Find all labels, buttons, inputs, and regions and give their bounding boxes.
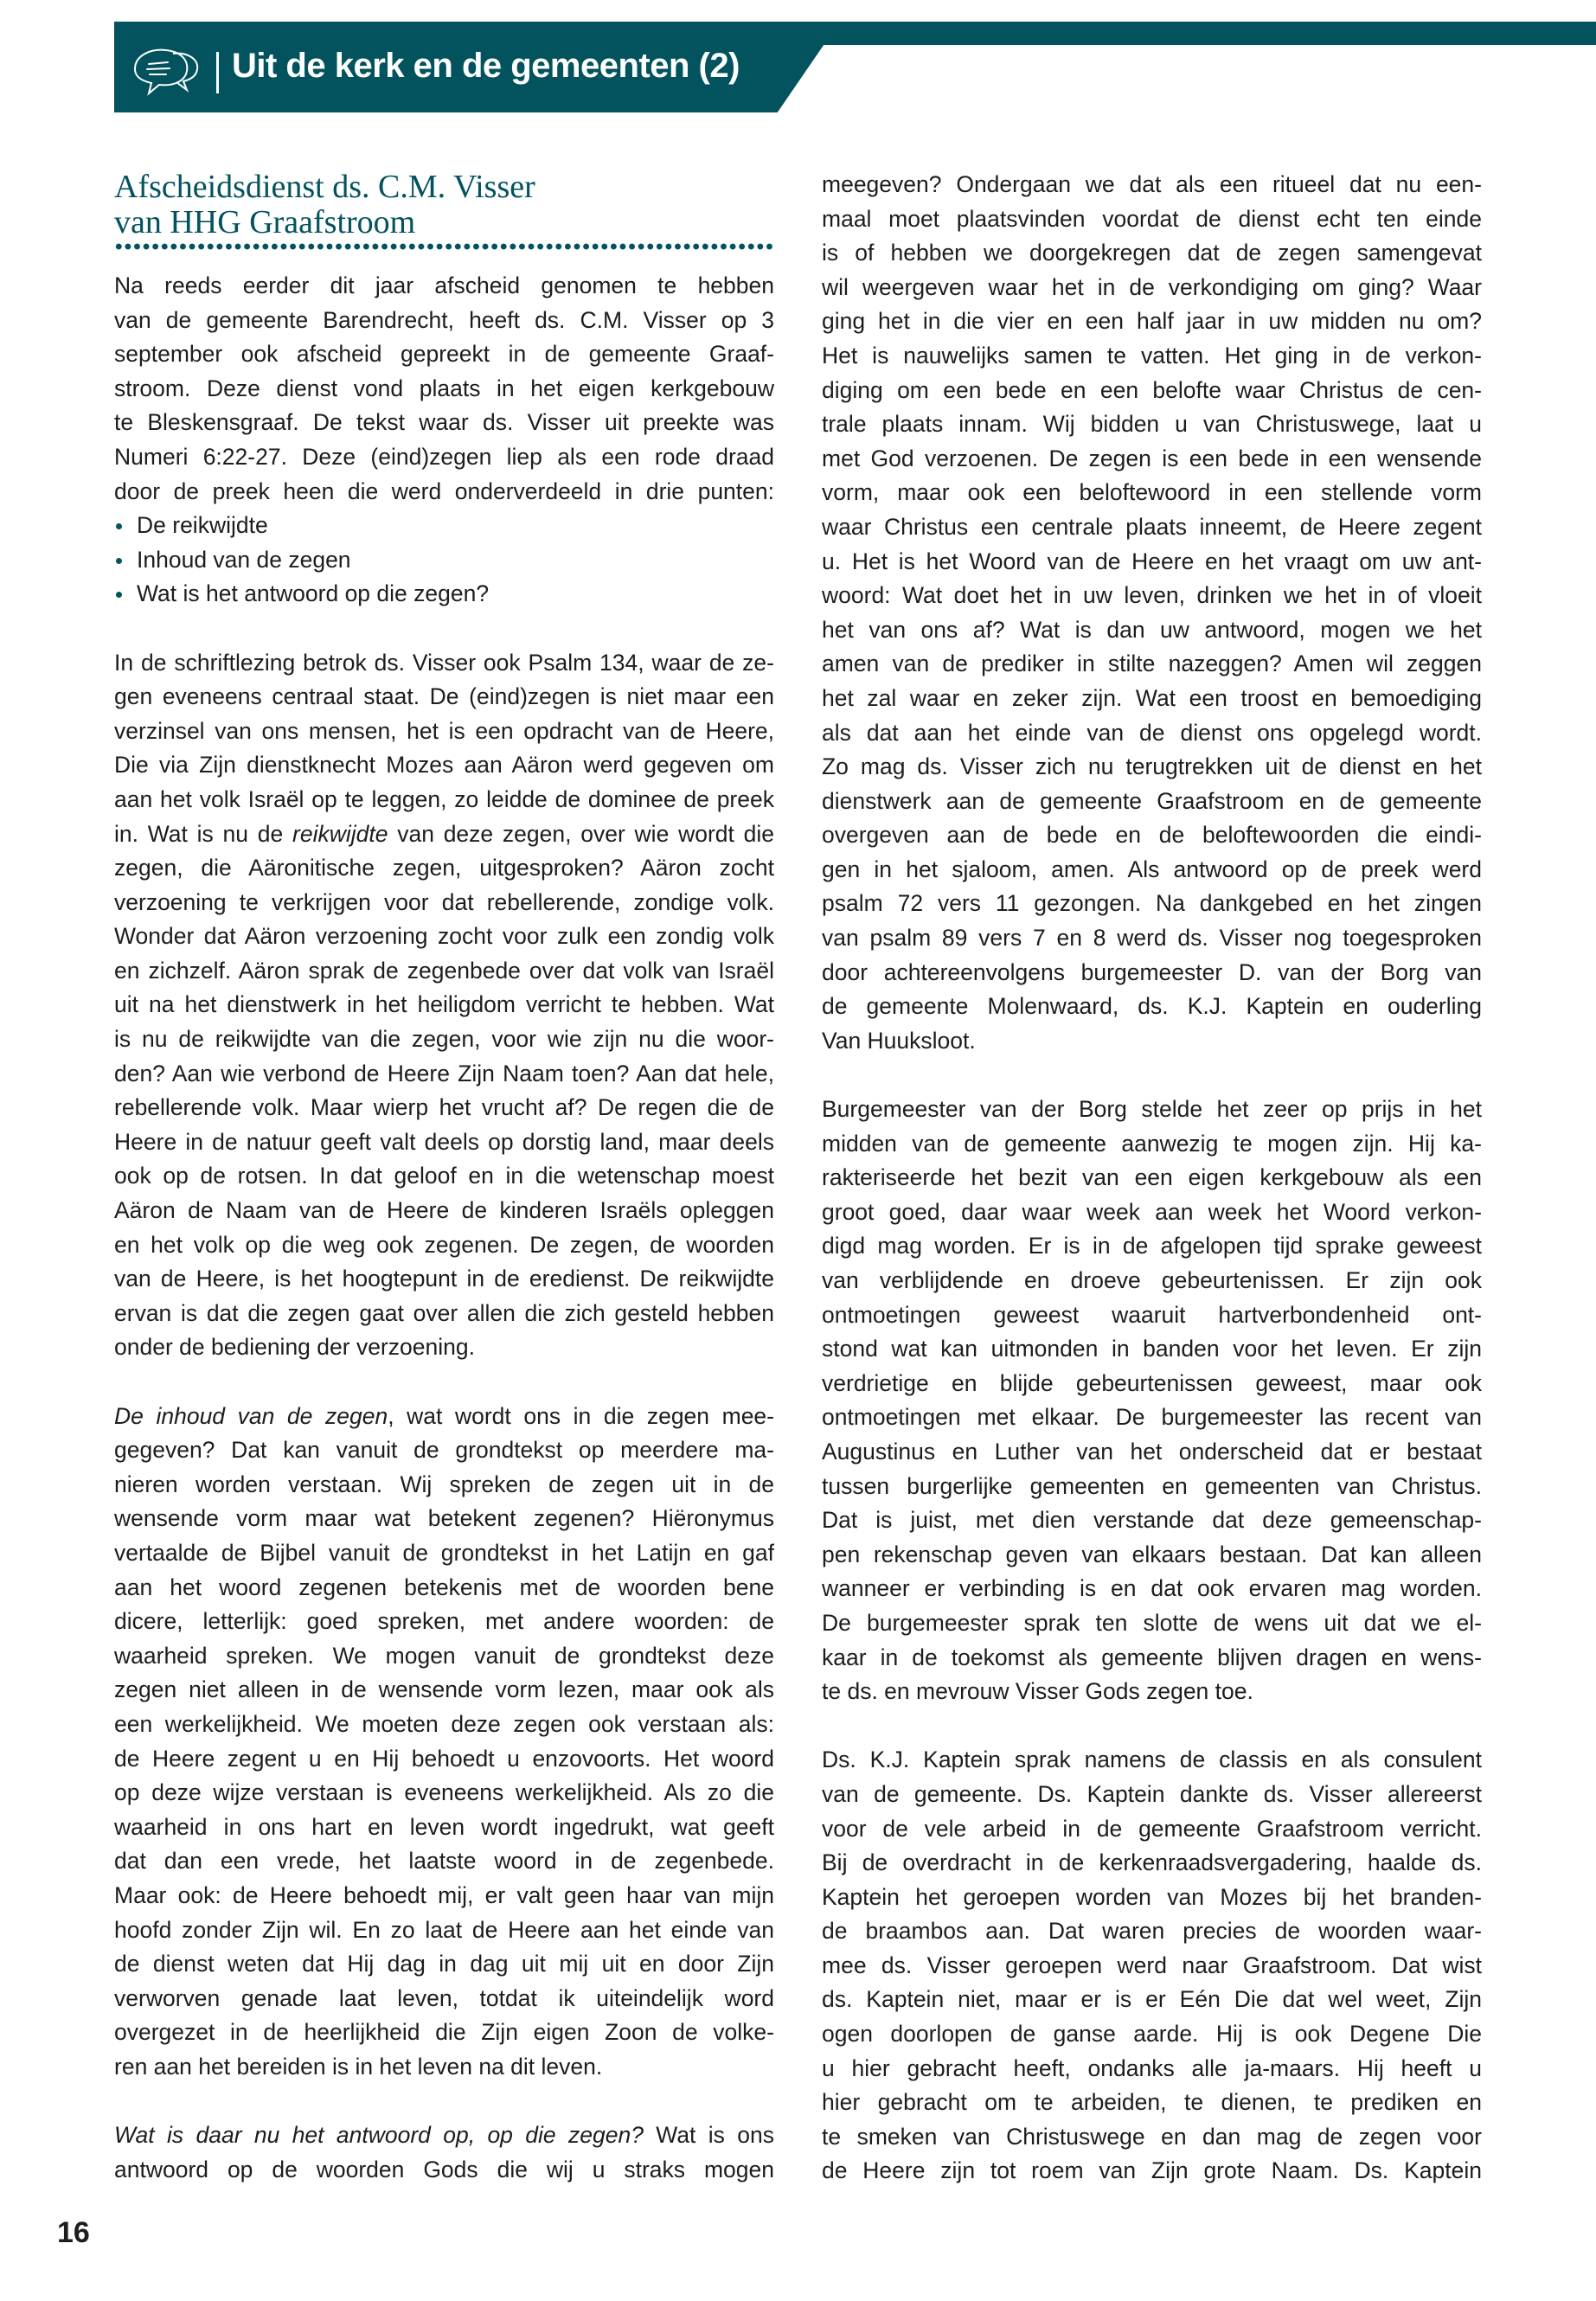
text-line: u hier gebracht heeft, ondanks alle ja-maars. Hij heeft u [822,2054,1482,2081]
text-line: hier gebracht om te arbeiden, te dienen, te prediken en [822,2089,1482,2116]
text-line: pen rekenschap geven van elkaars bestaan. Dat kan alleen [822,1541,1482,1567]
article-title [114,170,774,240]
text-line: vorm, maar ook een beloftewoord in een stellende vorm [822,479,1482,506]
text-line: Bij de overdracht in de kerkenraadsvergadering, haalde ds. [822,1849,1482,1876]
paragraph [114,2118,774,2187]
text-line: ren aan het bereiden is in het leven na dit leven. [114,2053,603,2080]
text-line [114,2118,774,2153]
text-line: digd mag worden. Er is in de afgelopen tijd sprake geweest [822,1233,1482,1259]
text-line: Kaptein het geroepen worden van Mozes bij het branden- [822,1883,1482,1910]
text-line: Dat is juist, met dien verstande dat deze gemeenschap- [822,1507,1482,1534]
text-segment: in. Wat is nu de [114,820,292,847]
section-title: Uit de kerk en de gemeenten (2) [232,47,740,85]
text-line: Burgemeester van der Borg stelde het zeer op prijs in het [822,1096,1482,1123]
text-line: is nu de reikwijdte van die zegen, voor wie zijn nu die woor- [114,1026,774,1053]
text-line: waarheid in ons hart en leven wordt ingedrukt, wat geeft [114,1813,774,1840]
text-line: psalm 72 vers 11 gezongen. Na dankgebed en het zingen [822,890,1482,917]
text-line: gen eveneens centraal staat. De (eind)zegen is niet maar een [114,683,774,710]
text-line: verzinsel van ons mensen, het is een opdracht van de Heere, [114,717,774,744]
text-line: zegen niet alleen in de wensende vorm lezen, maar ook als [114,1676,774,1703]
text-line: het zal waar en zeker zijn. Wat een troost en bemoediging [822,684,1482,711]
text-line: Van Huuksloot. [822,1027,976,1054]
text-line: ogen doorlopen de ganse aarde. Hij is ook Degene Die [822,2021,1482,2048]
text-line: door de preek heen die werd onderverdeeld in drie punten: [114,478,774,504]
bullet-item: De reikwijdte [114,509,774,543]
speech-bubbles-icon [128,43,202,99]
text-line: gen in het sjaloom, amen. Als antwoord op de preek werd [822,856,1482,882]
text-line: trale plaats innam. Wij bidden u van Christuswege, laat u [822,411,1482,438]
text-line: door achtereenvolgens burgemeester D. van der Borg van [822,958,1482,985]
paragraph [822,1743,1482,2189]
text-line: waarheid spreken. We mogen vanuit de grondtekst deze [114,1642,774,1669]
text-line: te Bleskensgraaf. De tekst waar ds. Visser uit preekte was [114,409,774,436]
text-line: wensende vorm maar wat betekent zegenen? Hiëronymus [114,1505,774,1532]
text-line: stroom. Deze dienst vond plaats in het eigen kerkgebouw [114,375,774,401]
header-divider [216,52,219,93]
text-line: mee ds. Visser geroepen werd naar Graafstroom. Dat wist [822,1952,1482,1978]
paragraph [822,168,1482,1058]
text-line: rebellerende volk. Maar wierp het vrucht af? De regen die de [114,1094,774,1121]
text-segment: , wat wordt ons in die zegen mee- [388,1402,774,1429]
paragraph [114,646,774,1365]
bullet-item: Wat is het antwoord op die zegen? [114,577,774,612]
text-line: met God verzoenen. De zegen is een bede in een wensende [822,445,1482,471]
text-line: op deze wijze verstaan is eveneens werkelijkheid. Als zo die [114,1779,774,1806]
italic-text: De inhoud van de zegen [114,1402,388,1429]
text-line: het van ons af? Wat is dan uw antwoord, mogen we het [822,616,1482,643]
text-line: van de Heere, is het hoogtepunt in de eredienst. De reikwijdte [114,1266,774,1292]
right-column [822,168,1482,2189]
text-line: ging het in die vier en een half jaar in uw midden nu om? [822,308,1482,335]
paragraph [114,269,774,509]
text-line: tussen burgerlijke gemeenten en gemeenten van Christus. [822,1472,1482,1499]
paragraph [114,1400,774,2085]
text-line: Het is nauwelijks samen te vatten. Het ging in de verkon- [822,342,1482,369]
text-line: woord: Wat doet het in uw leven, drinken we het in of vloeit [822,582,1482,609]
text-line: hoofd zonder Zijn wil. En zo laat de Heere aan het einde van [114,1916,774,1943]
text-line: dienstwerk aan de gemeente Graafstroom en de gemeente [822,787,1482,814]
text-line: een werkelijkheid. We moeten deze zegen ook verstaan als: [114,1710,774,1737]
text-line [114,817,774,852]
left-column [114,269,774,2187]
text-line: Augustinus en Luther van het onderscheid dat er bestaat [822,1438,1482,1465]
text-line: rakteriseerde het bezit van een eigen kerkgebouw als een [822,1164,1482,1191]
text-line: Na reeds eerder dit jaar afscheid genomen te hebben [114,272,774,298]
text-line: overgezet in de heerlijkheid die Zijn eigen Zoon de volke- [114,2019,774,2046]
text-line: ds. Kaptein niet, maar er is er Eén Die dat wel weet, Zijn [822,1986,1482,2013]
text-line: de braambos aan. Dat waren precies de woorden waar- [822,1918,1482,1945]
text-line: aan het volk Israël op te leggen, zo leidde de dominee de preek [114,785,774,812]
text-line: vertaalde de Bijbel vanuit de grondtekst in het Latijn en gaf [114,1539,774,1566]
text-line: u. Het is het Woord van de Heere en het vraagt om uw ant- [822,548,1482,574]
text-line: verdrietige en blijde gebeurtenissen geweest, maar ook [822,1369,1482,1396]
text-line: en zichzelf. Aäron sprak de zegenbede over dat volk van Israël [114,957,774,984]
text-line: uit na het dienstwerk in het heiligdom verricht te hebben. Wat [114,991,774,1018]
text-line: groot goed, daar waar week aan week het Woord verkon- [822,1198,1482,1225]
text-line: voor de vele arbeid in de gemeente Graafstroom verricht. [822,1815,1482,1842]
text-line: nieren worden verstaan. Wij spreken de zegen uit in de [114,1471,774,1497]
text-line: De burgemeester sprak ten slotte de wens uit dat we el- [822,1609,1482,1636]
article-title-line: van HHG Graafstroom [114,204,416,240]
text-line: Numeri 6:22-27. Deze (eind)zegen liep als een rode draad [114,443,774,470]
paragraph [822,1093,1482,1709]
text-line: wanneer er verbinding is en dat ook ervaren mag worden. [822,1575,1482,1602]
text-line: aan het woord zegenen betekenis met de woorden bene [114,1574,774,1600]
text-line: september ook afscheid gepreekt in de gemeente Graaf- [114,341,774,368]
text-line: en het volk op die weg ook zegenen. De zegen, de woorden [114,1231,774,1258]
text-line: de Heere zegent u en Hij behoedt u enzovoorts. Het woord [114,1745,774,1772]
page-number: 16 [57,2216,90,2249]
text-line: te ds. en mevrouw Visser Gods zegen toe. [822,1678,1253,1705]
text-line: van de gemeente Barendrecht, heeft ds. C.M. Visser op 3 [114,306,774,333]
text-line: zegen, die Aäronitische zegen, uitgesproken? Aäron zocht [114,855,774,881]
bullet-list [114,509,774,612]
text-line: van de gemeente. Ds. Kaptein dankte ds. Visser allereerst [822,1780,1482,1807]
text-line: ontmoetingen geweest waaruit hartverbondenheid ont- [822,1301,1482,1328]
text-line: waar Christus een centrale plaats inneemt, de Heere zegent [822,513,1482,540]
article-title-line: Afscheidsdienst ds. C.M. Visser [114,169,535,205]
text-line: Maar ook: de Heere behoedt mij, er valt geen haar van mijn [114,1881,774,1908]
text-line: Ds. K.J. Kaptein sprak namens de classis en als consulent [822,1747,1482,1773]
text-line: In de schriftlezing betrok ds. Visser ook Psalm 134, waar de ze- [114,649,774,676]
text-line: wil weergeven waar het in de verkondiging om ging? Waar [822,273,1482,300]
text-segment: Wat is ons [643,2122,774,2149]
text-line: ook op de rotsen. In dat geloof en in die wetenschap moest [114,1163,774,1189]
paragraph-gap [114,1365,774,1400]
text-line: van psalm 89 vers 7 en 8 werd ds. Visser nog toegesproken [822,925,1482,952]
text-line: te smeken van Christuswege en dan mag de zegen voor [822,2123,1482,2150]
text-line: midden van de gemeente aanwezig te mogen zijn. Hij ka- [822,1130,1482,1157]
text-line [114,1400,774,1434]
text-line: antwoord op de woorden Gods die wij u straks mogen [114,2156,774,2182]
paragraph-gap [114,612,774,646]
text-line: verworven genade laat leven, totdat ik uiteindelijk word [114,1984,774,2011]
text-line: Zo mag ds. Visser zich nu terugtrekken uit de dienst en het [822,753,1482,780]
text-line: den? Aan wie verbond de Heere Zijn Naam toen? Aan dat hele, [114,1060,774,1086]
text-line: Wonder dat Aäron verzoening zocht voor zulk een zondig volk [114,923,774,950]
text-line: de dienst weten dat Hij dag in dag uit mij uit en door Zijn [114,1951,774,1977]
text-line: overgeven aan de bede en de beloftewoorden die eindi- [822,822,1482,849]
text-line: van verblijdende en droeve gebeurtenissen. Er zijn ook [822,1267,1482,1293]
text-line: dicere, letterlijk: goed spreken, met andere woorden: de [114,1608,774,1635]
text-line: Die via Zijn dienstknecht Mozes aan Aäron werd gegeven om [114,752,774,779]
text-line: gegeven? Dat kan vanuit de grondtekst op meerdere ma- [114,1437,774,1464]
text-line: onder de bediening der verzoening. [114,1334,475,1361]
dotted-divider [114,242,774,251]
text-line: amen van de prediker in stilte nazeggen? Amen wil zeggen [822,651,1482,677]
paragraph-gap [822,1058,1482,1093]
text-segment: van deze zegen, over wie wordt die [388,820,774,847]
text-line: de gemeente Molenwaard, ds. K.J. Kaptein en ouderling [822,993,1482,1020]
text-line: kaar in de toekomst als gemeente blijven dragen en wens- [822,1644,1482,1670]
text-line: Aäron de Naam van de Heere de kinderen Israëls opleggen [114,1197,774,1224]
italic-text: Wat is daar nu het antwoord op, op die zegen? [114,2122,644,2149]
text-line: diging om een bede en een belofte waar Christus de cen- [822,376,1482,403]
bullet-item: Inhoud van de zegen [114,543,774,578]
text-line: dat dan een vrede, het laatste woord in de zegenbede. [114,1848,774,1875]
text-line: maal moet plaatsvinden voordat de dienst echt ten einde [822,205,1482,232]
paragraph-gap [822,1709,1482,1744]
italic-text: reikwijdte [292,820,388,847]
paragraph-gap [114,2084,774,2118]
text-line: verzoening te verkrijgen voor dat rebellerende, zondige volk. [114,888,774,915]
text-line: is of hebben we doorgekregen dat de zegen samengevat [822,240,1482,266]
text-line: ontmoetingen met elkaar. De burgemeester las recent van [822,1404,1482,1431]
text-line: de Heere zijn tot roem van Zijn grote Naam. Ds. Kaptein [822,2157,1482,2184]
text-line: stond wat kan uitmonden in banden voor het leven. Er zijn [822,1336,1482,1362]
text-line: als dat aan het einde van de dienst ons opgelegd wordt. [822,719,1482,746]
text-line: meegeven? Ondergaan we dat als een ritueel dat nu een- [822,171,1482,197]
text-line: Heere in de natuur geeft valt deels op dorstig land, maar deels [114,1128,774,1155]
text-line: ervan is dat die zegen gaat over allen die zich gesteld hebben [114,1299,774,1326]
